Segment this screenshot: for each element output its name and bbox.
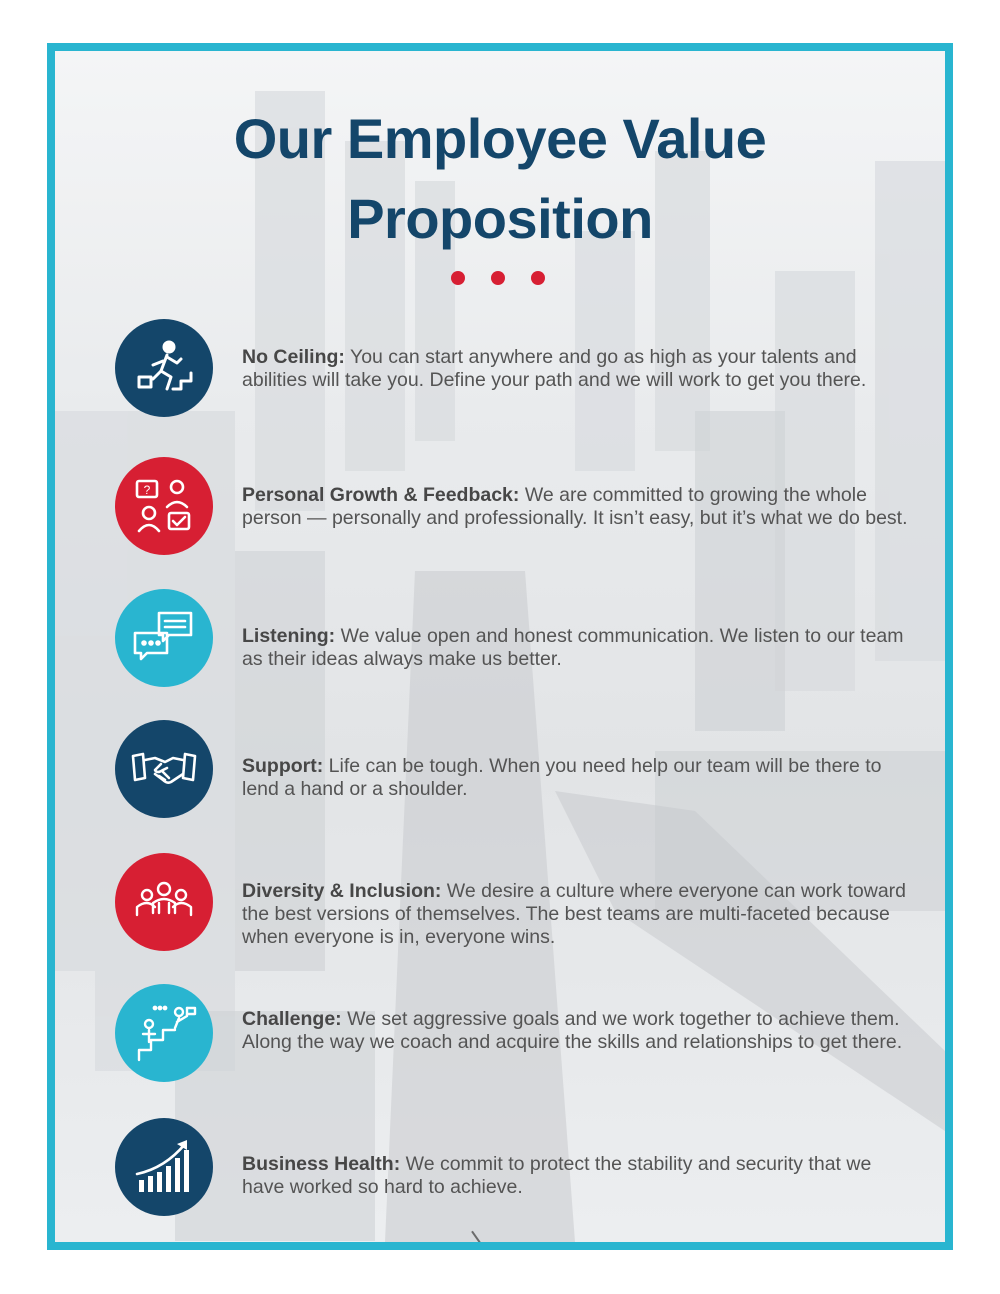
value-item-text (242, 1008, 912, 1054)
group-people-icon (115, 853, 213, 951)
value-heading: Listening: (242, 625, 336, 647)
value-body: Life can be tough. When you need help our team will be there to lend a hand or a shoulder. (242, 755, 882, 800)
value-item-text (242, 880, 912, 949)
value-item-diversity (55, 853, 945, 963)
value-body: We set aggressive goals and we work together to achieve them. Along the way we coach and acquire the skills and relationships to get there. (242, 1008, 903, 1053)
value-item-text (242, 1153, 912, 1199)
climbing-stairs-icon (115, 319, 213, 417)
value-item-text (242, 484, 912, 530)
feedback-people-icon (115, 457, 213, 555)
value-item-business-health (55, 1118, 945, 1228)
value-heading: Diversity & Inclusion: (242, 880, 442, 902)
value-body: You can start anywhere and go as high as your talents and abilities will take you. Define your path and we will work to get you there. (242, 346, 867, 391)
value-heading: Support: (242, 755, 324, 777)
value-item-text (242, 625, 912, 671)
value-item-text (242, 755, 912, 801)
value-heading: Personal Growth & Feedback: (242, 484, 520, 506)
title-line-1: Our Employee Value (233, 107, 767, 170)
value-item-no-ceiling (55, 319, 945, 429)
handshake-icon (115, 720, 213, 818)
growth-chart-icon (115, 1118, 213, 1216)
value-item-challenge (55, 984, 945, 1094)
value-body: We desire a culture where everyone can work toward the best versions of themselves. The best teams are multi-faceted because when everyone is in, everyone wins. (242, 880, 907, 948)
value-body: We commit to protect the stability and security that we have worked so hard to achieve. (242, 1153, 872, 1198)
value-item-text (242, 346, 912, 392)
value-heading: No Ceiling: (242, 346, 345, 368)
value-body: We are committed to growing the whole person — personally and professionally. It isn’t easy, but it’s what we do best. (242, 484, 908, 529)
dot (531, 271, 545, 285)
value-heading: Business Health: (242, 1153, 401, 1175)
page-frame (47, 43, 953, 1250)
dot (451, 271, 465, 285)
speech-bubbles-icon (115, 589, 213, 687)
value-item-listening (55, 589, 945, 699)
value-heading: Challenge: (242, 1008, 342, 1030)
coaching-steps-icon (115, 984, 213, 1082)
title-line-2: Proposition (347, 187, 653, 250)
dot (491, 271, 505, 285)
value-item-support (55, 720, 945, 830)
page-title (55, 99, 945, 259)
svg-text:?: ? (143, 483, 151, 497)
value-body: We value open and honest communication. We listen to our team as their ideas always make us better. (242, 625, 904, 670)
decorative-dots (451, 271, 551, 287)
value-item-personal-growth (55, 457, 945, 567)
